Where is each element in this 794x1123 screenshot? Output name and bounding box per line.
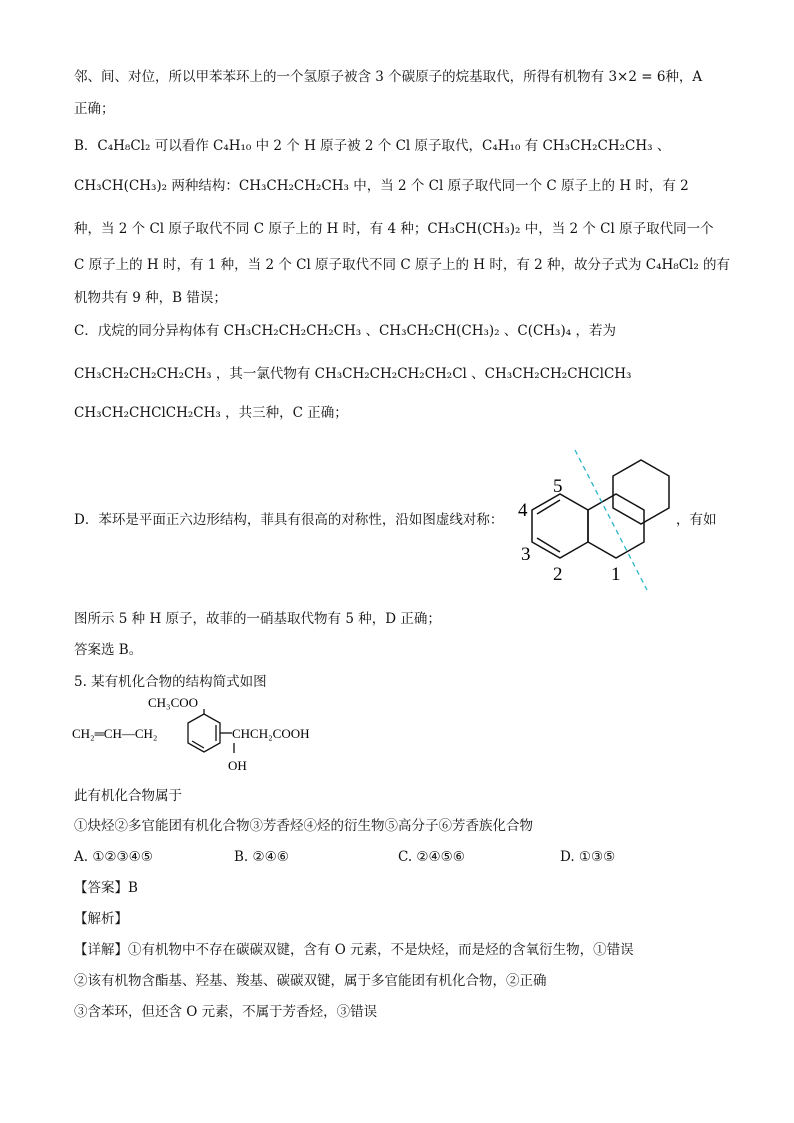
choice-d: D. ①③⑤ — [560, 849, 616, 865]
text-line: CH₃CH₂CHClCH₂CH₃ ，共三种，C 正确； — [74, 405, 348, 421]
group-allyl: CH₂═CH—CH₂ — [72, 726, 158, 741]
text-line: 种，当 2 个 Cl 原子取代不同 C 原子上的 H 时，有 4 种；CH₃CH(CH₃)₂ 中，当 2 个 Cl 原子取代同一个 — [74, 221, 714, 237]
options-list: ①炔烃②多官能团有机化合物③芳香烃④烃的衍生物⑤高分子⑥芳香族化合物 — [74, 818, 533, 834]
text-line: ，有如 — [676, 512, 717, 528]
label-5: 5 — [553, 476, 563, 497]
analysis-heading: 【解析】 — [74, 911, 128, 927]
text-line: 图所示 5 种 H 原子，故菲的一硝基取代物有 5 种，D 正确； — [74, 611, 441, 627]
group-acid-chain: CHCH₂COOH — [232, 726, 310, 741]
label-2: 2 — [553, 564, 563, 585]
text-line: ②该有机物含酯基、羟基、羧基、碳碳双键，属于多官能团有机化合物，②正确 — [74, 973, 547, 989]
text-line: 此有机化合物属于 — [74, 788, 182, 804]
text-line: CH₃CH(CH₃)₂ 两种结构：CH₃CH₂CH₂CH₃ 中，当 2 个 Cl 原子取代同一个 C 原子上的 H 时，有 2 — [74, 178, 689, 194]
label-3: 3 — [521, 544, 531, 565]
text-line: 正确； — [74, 101, 115, 117]
text-line: 【详解】①有机物中不存在碳碳双键，含有 O 元素，不是炔烃，而是烃的含氧衍生物，①错误 — [74, 942, 634, 958]
group-hydroxyl: OH — [228, 758, 247, 773]
text-line: D．苯环是平面正六边形结构，菲具有很高的对称性，沿如图虚线对称： — [74, 512, 504, 528]
label-4: 4 — [518, 500, 528, 521]
text-line: ③含苯环，但还含 O 元素，不属于芳香烃，③错误 — [74, 1004, 378, 1020]
question-5: 5. 某有机化合物的结构简式如图 — [74, 674, 267, 690]
text-line: 邻、间、对位，所以甲苯苯环上的一个氢原子被含 3 个碳原子的烷基取代，所得有机物有 3×2 = 6种，A — [74, 69, 703, 85]
answer-line: 【答案】B — [74, 880, 138, 896]
choice-a: A. ①②③④⑤ — [74, 849, 153, 865]
choice-c: C. ②④⑤⑥ — [398, 849, 465, 865]
text-line: C 原子上的 H 时，有 1 种，当 2 个 Cl 原子取代不同 C 原子上的 H 时，有 2 种，故分子式为 C₄H₈Cl₂ 的有 — [74, 257, 731, 273]
label-1: 1 — [611, 564, 621, 585]
text-line: C．戊烷的同分异构体有 CH₃CH₂CH₂CH₂CH₃ 、CH₃CH₂CH(CH₃)₂ 、C(CH₃)₄ ，若为 — [74, 323, 616, 339]
phenanthrene-figure — [515, 448, 675, 593]
text-line: 机物共有 9 种，B 错误； — [74, 290, 227, 306]
text-line: CH₃CH₂CH₂CH₂CH₃ ，其一氯代物有 CH₃CH₂CH₂CH₂CH₂Cl 、CH₃CH₂CH₂CHClCH₃ — [74, 366, 632, 382]
choice-b: B. ②④⑥ — [234, 849, 289, 865]
text-line: 答案选 B。 — [74, 642, 143, 658]
structure-figure — [70, 695, 340, 780]
group-acetate: CH₃COO — [148, 695, 199, 710]
text-line: B．C₄H₈Cl₂ 可以看作 C₄H₁₀ 中 2 个 H 原子被 2 个 Cl 原子取代，C₄H₁₀ 有 CH₃CH₂CH₂CH₃ 、 — [74, 138, 671, 154]
